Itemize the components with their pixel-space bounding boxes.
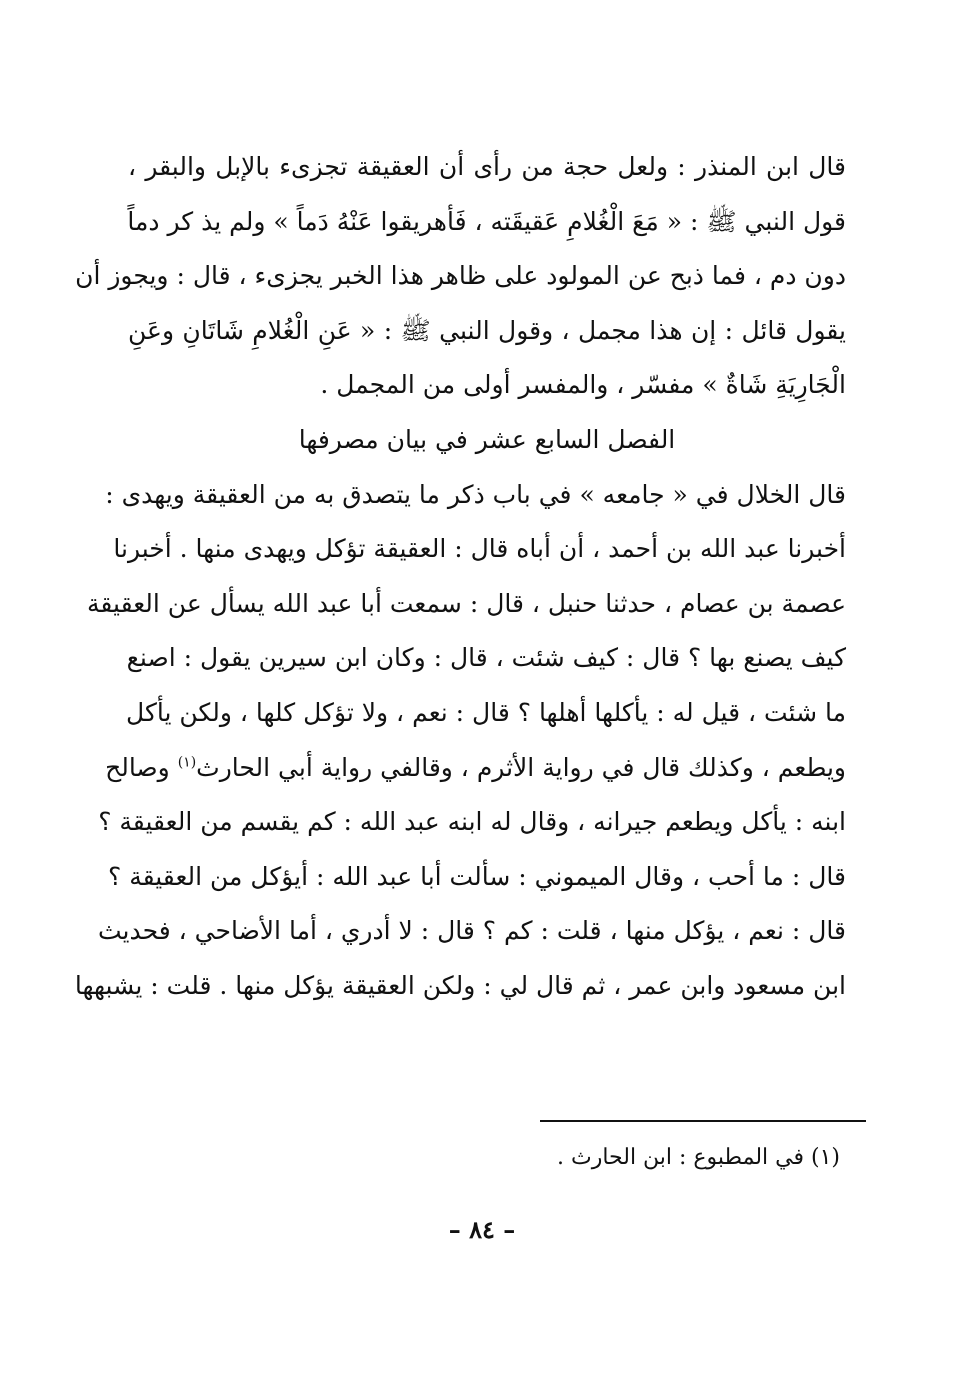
line-text-before-note: ويطعم ، وكذلك قال في رواية الأثرم ، وقالفي رواية أبي الحارث	[196, 752, 846, 782]
footnote-marker[interactable]: (١)	[177, 754, 197, 771]
text-line: قال : ما أحب ، وقال الميموني : سألت أبا عبد الله : أيؤكل من العقيقة ؟	[108, 861, 846, 891]
text-line: ابن مسعود وابن عمر ، ثم قال لي : ولكن العقيقة يؤكل منها . قلت : يشبهها	[74, 970, 846, 1000]
footnote-divider	[540, 1120, 866, 1122]
text-line: دون دم ، فما ذبح عن المولود على ظاهر هذا الخبر يجزىء ، قال : ويجوز أن	[75, 261, 846, 291]
text-line: الْجَارِيَةِ شَاةٌ » مفسّر ، والمفسر أولى من المجمل .	[320, 370, 846, 400]
text-line: قول النبي ﷺ : « مَعَ الْغُلامِ عَقيقَته ، فَأهريقوا عَنْهُ دَماً » ولم يذ كر دماً	[127, 206, 846, 236]
text-line: أخبرنا عبد الله بن أحمد ، أن أباه قال : العقيقة تؤكل ويهدى منها . أخبرنا	[113, 534, 846, 564]
section-heading: الفصل السابع عشر في بيان مصرفها	[298, 424, 676, 454]
footnote: (١) في المطبوع : ابن الحارث .	[557, 1145, 840, 1170]
text-line: قال الخلال في « جامعه » في باب ذكر ما يتصدق به من العقيقة ويهدى :	[105, 479, 846, 509]
line-text-after-note: وصالح	[105, 752, 178, 782]
text-line-with-footnote	[105, 741, 846, 796]
page-number: – ٨٤ –	[448, 1215, 516, 1244]
text-line: ابنه : يأكل ويطعم جيرانه ، وقال له ابنه عبد الله : كم يقسم من العقيقة ؟	[98, 807, 846, 837]
text-line: قال : نعم ، يؤكل منها ، قلت : كم ؟ قال : لا أدري ، أما الأضاحي ، فحديث	[97, 916, 846, 946]
text-line: يقول قائل : إن هذا مجمل ، وقول النبي ﷺ : « عَنِ الْغُلامِ شَاتَانِ وعَنِ	[128, 315, 846, 345]
text-line: كيف يصنع بها ؟ قال : كيف شئت ، قال : وكان ابن سيرين يقول : اصنع	[126, 643, 846, 673]
main-text	[74, 140, 846, 1014]
text-line: ما شئت ، قيل له : يأكلها أهلها ؟ قال : نعم ، ولا تؤكل كلها ، ولكن يأكل	[126, 697, 846, 727]
text-line: عصمة بن عصام ، حدثنا حنبل ، قال : سمعت أبا عبد الله يسأل عن العقيقة	[86, 588, 846, 618]
text-line: قال ابن المنذر : ولعل حجة من رأى أن العقيقة تجزىء بالإبل والبقر ،	[128, 152, 846, 181]
